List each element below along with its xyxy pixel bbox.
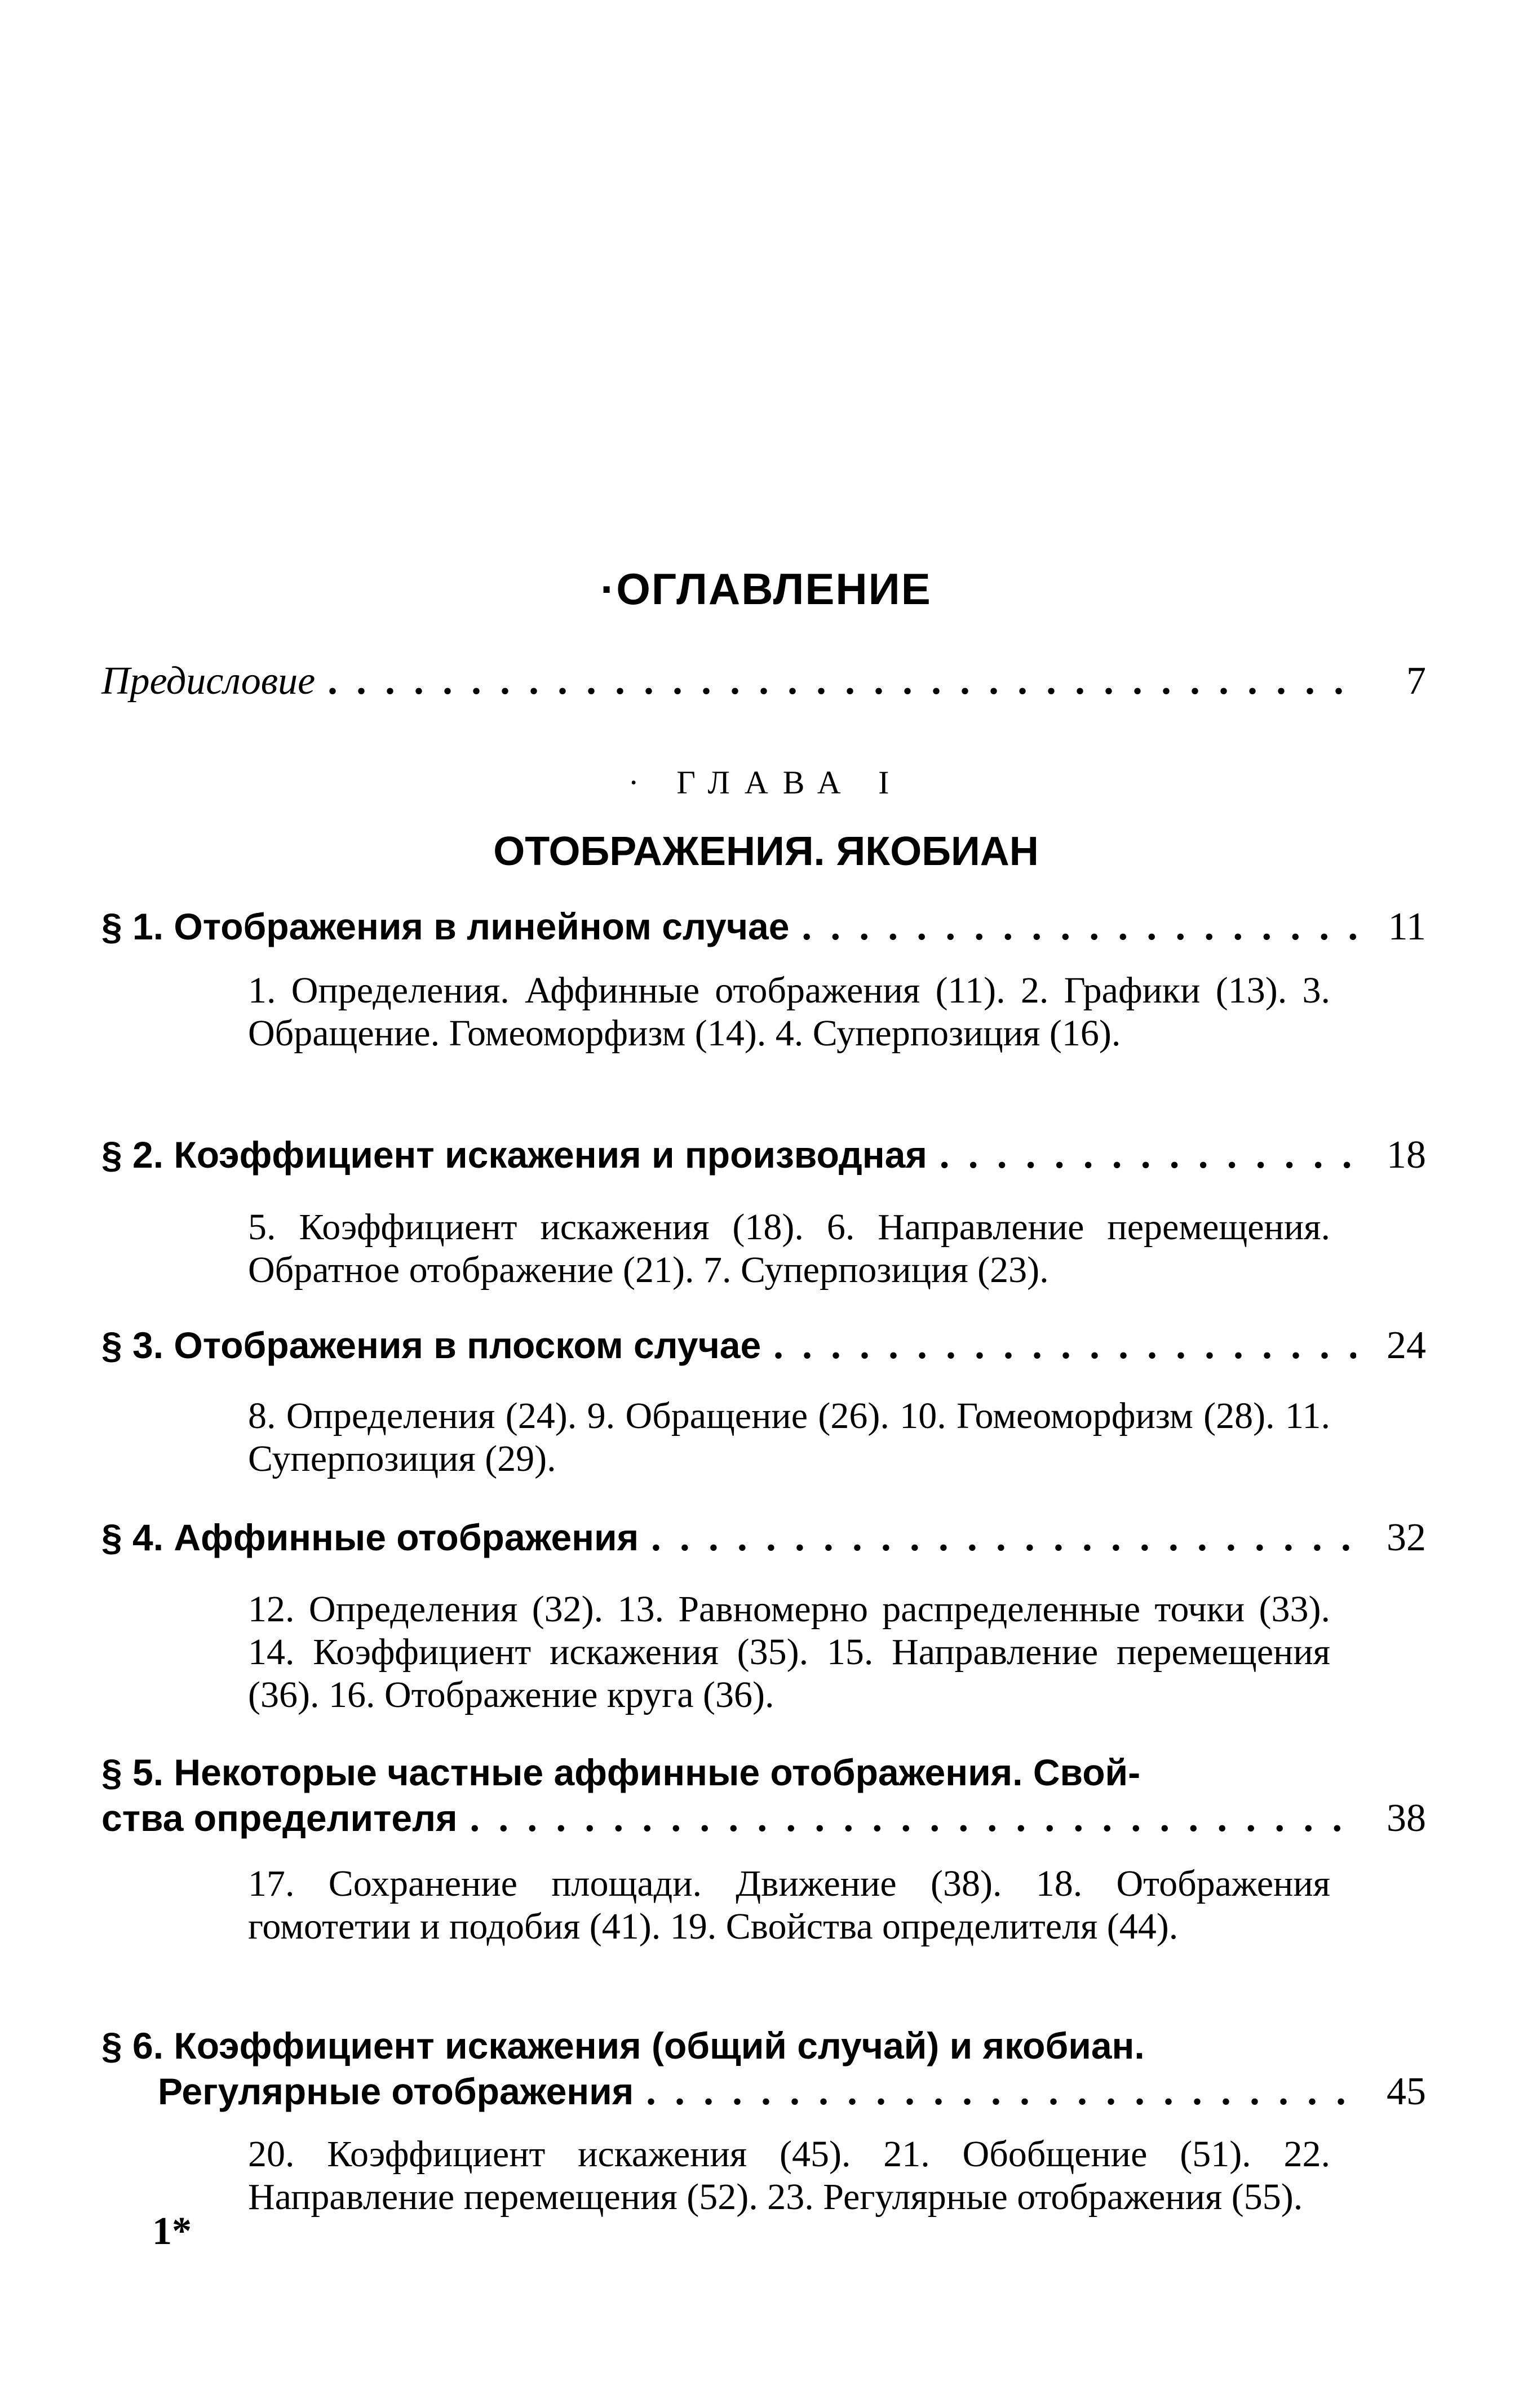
- page-number: 18: [1387, 1133, 1426, 1177]
- section-title: § 3. Отображения в плоском случае: [101, 1324, 761, 1366]
- page-number: 7: [1406, 659, 1426, 703]
- section-6-subitems: 20. Коэффициент искажения (45). 21. Обобщение (51). 22. Направление перемещения (52). 23. Регулярные отображения (55).: [248, 2134, 1330, 2218]
- toc-entry-section-5-line1[interactable]: § 5. Некоторые частные аффинные отображения. Свой-: [101, 1751, 1141, 1793]
- section-title: § 1. Отображения в линейном случае: [101, 906, 790, 947]
- dot-leader: [773, 1323, 1356, 1369]
- dot-leader: [802, 904, 1356, 950]
- dot-leader: [940, 1132, 1356, 1178]
- toc-entry-preface[interactable]: [101, 658, 1426, 704]
- section-4-subitems: 12. Определения (32). 13. Равномерно распределенные точки (33). 14. Коэффициент искажения (35). 15. Направление перемещения (36). 16. Отображение круга (36).: [248, 1589, 1330, 1715]
- page-number: 24: [1387, 1324, 1426, 1367]
- page-number: 32: [1387, 1516, 1426, 1559]
- section-1-subitems: 1. Определения. Аффинные отображения (11). 2. Графики (13). 3. Обращение. Гомеоморфизм (14). 4. Суперпозиция (16).: [248, 970, 1330, 1054]
- preface-label: Предисловие: [101, 659, 316, 703]
- toc-entry-section-3[interactable]: [101, 1322, 1426, 1369]
- dot-leader: [327, 658, 1356, 704]
- toc-entry-section-2[interactable]: [101, 1132, 1426, 1178]
- toc-entry-section-6[interactable]: [101, 2068, 1426, 2115]
- toc-entry-section-1[interactable]: [101, 903, 1426, 950]
- section-title-continuation: ства определителя: [101, 1797, 458, 1839]
- page-number: 38: [1387, 1797, 1426, 1840]
- chapter-number: · ГЛАВА I: [628, 764, 904, 801]
- section-title: § 4. Аффинные отображения: [101, 1516, 639, 1558]
- page-number: 11: [1388, 905, 1426, 948]
- toc-heading: ·ОГЛАВЛЕНИЕ: [600, 564, 932, 614]
- signature-mark: 1*: [152, 2210, 192, 2253]
- section-2-subitems: 5. Коэффициент искажения (18). 6. Направление перемещения. Обратное отображение (21). 7. Суперпозиция (23).: [248, 1207, 1330, 1291]
- section-3-subitems: 8. Определения (24). 9. Обращение (26). 10. Гомеоморфизм (28). 11. Суперпозиция (29).: [248, 1395, 1330, 1479]
- dot-leader: [646, 2069, 1356, 2115]
- toc-entry-section-4[interactable]: [101, 1514, 1426, 1561]
- section-5-subitems: 17. Сохранение площади. Движение (38). 18. Отображения гомотетии и подобия (41). 19. Свойства определителя (44).: [248, 1863, 1330, 1947]
- toc-entry-section-5[interactable]: [101, 1795, 1426, 1842]
- chapter-title: ОТОБРАЖЕНИЯ. ЯКОБИАН: [493, 829, 1039, 874]
- dot-leader: [651, 1515, 1356, 1561]
- toc-entry-section-6-line1[interactable]: § 6. Коэффициент искажения (общий случай) и якобиан.: [101, 2025, 1145, 2066]
- page-number: 45: [1387, 2070, 1426, 2113]
- dot-leader: [470, 1795, 1356, 1842]
- section-title: § 2. Коэффициент искажения и производная: [101, 1134, 927, 1176]
- section-title-continuation: Регулярные отображения: [158, 2070, 634, 2112]
